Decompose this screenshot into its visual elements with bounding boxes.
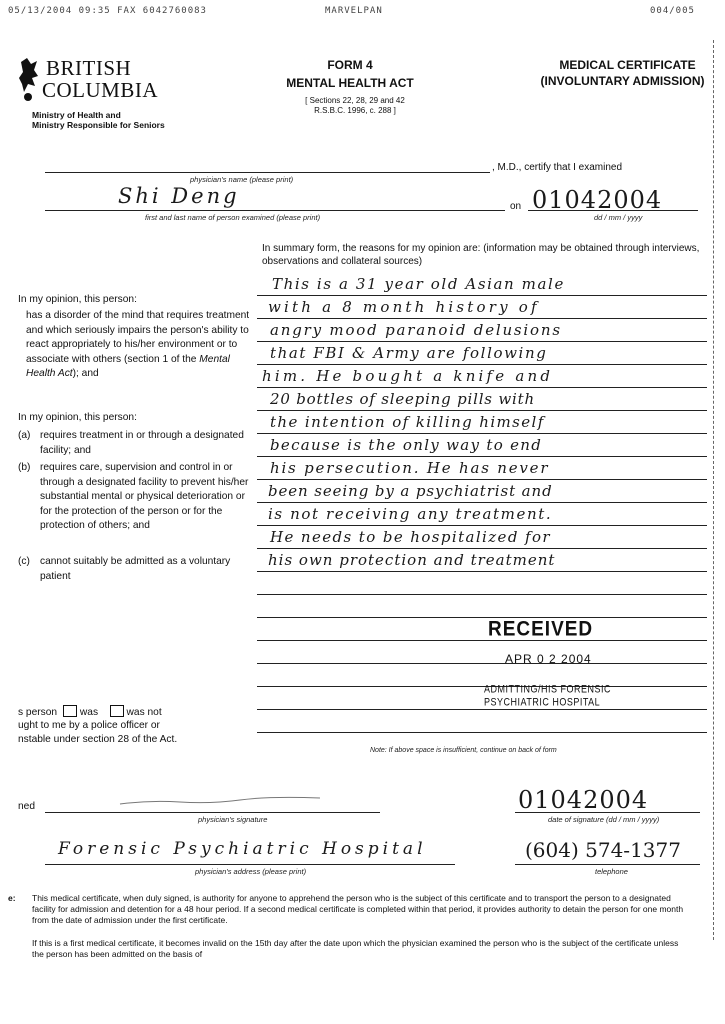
phone-label: telephone (595, 867, 628, 876)
opinion-1-heading: In my opinion, this person: (18, 294, 137, 305)
fax-header-left: 05/13/2004 09:35 FAX 6042760083 (8, 6, 207, 16)
summary-line: angry mood paranoid delusions (270, 321, 562, 339)
exam-date: 01042004 (532, 186, 663, 214)
physician-address: Forensic Psychiatric Hospital (58, 839, 427, 859)
opinion-2-a-text: requires treatment in or through a designated facility; and (40, 430, 244, 456)
signature-line (45, 812, 380, 813)
bc-logo (18, 58, 40, 107)
fax-header-right: 004/005 (650, 6, 695, 16)
summary-line: 20 bottles of sleeping pills with (270, 390, 535, 408)
fax-header-center: MARVELPAN (325, 6, 383, 16)
footer-paragraph-1: This medical certificate, when duly signed, is authority for anyone to apprehend the person who is the subject of this certificate and to transport the person to a designated facility for admission and detention for a 48 hour period. If a second medical certificate is completed within that period, it provides authority to detain the person for one month from the date of admission under the first certificate. (32, 893, 684, 925)
opinion-2-b-mark: (b) (18, 462, 31, 473)
opinion-2-b-text: requires care, supervision and control in or through a designated facility to prevent his/her substantial mental or physical deterioration or for the protection of the person or for the protection of others; and (40, 462, 249, 531)
form-sections-1: [ Sections 22, 28, 29 and 42 (305, 96, 405, 105)
summary-line: because is the only way to end (270, 436, 543, 454)
form-number: FORM 4 (327, 58, 373, 72)
address-line (45, 864, 455, 865)
summary-line: him. He bought a knife and (262, 367, 554, 385)
summary-line: This is a 31 year old Asian male (272, 275, 565, 293)
certificate-title-1: MEDICAL CERTIFICATE (559, 58, 696, 72)
summary-line: been seeing by a psychiatrist and (268, 482, 553, 500)
opinion-2-a-mark: (a) (18, 430, 31, 441)
logo-line-1: BRITISH (46, 56, 132, 80)
phone-line (515, 864, 700, 865)
received-stamp-date: APR 0 2 2004 (505, 652, 592, 666)
signature-scribble-icon (110, 790, 330, 810)
page-right-edge (713, 40, 714, 940)
summary-line: his persecution. He has never (270, 459, 550, 477)
received-stamp-line-1: ADMITTING/HIS FORENSIC (484, 683, 612, 695)
signature-date: 01042004 (518, 786, 649, 814)
summary-line: his own protection and treatment (268, 551, 556, 569)
police-line-3: nstable under section 28 of the Act. (18, 734, 178, 745)
ministry-line-2: Ministry Responsible for Seniors (32, 120, 165, 130)
received-stamp: RECEIVED (488, 617, 594, 641)
summary-line: He needs to be hospitalized for (270, 528, 551, 546)
opinion-2-heading: In my opinion, this person: (18, 412, 137, 423)
police-line-1: s person was was not (18, 707, 162, 718)
address-label: physician's address (please print) (195, 867, 307, 876)
patient-name-line (45, 210, 505, 211)
physician-name-line (45, 172, 490, 173)
bc-crest-icon (18, 58, 40, 102)
signed-prefix: ned (18, 801, 35, 812)
opinion-2-c-mark: (c) (18, 556, 30, 567)
summary-line: with a 8 month history of (268, 298, 540, 316)
opinion-1-text: has a disorder of the mind that requires treatment and which seriously impairs the person's ability to react appropriately to his/her environment or to associate with others (section 1 of the Mental Health Act); and (26, 310, 250, 379)
summary-line: the intention of killing himself (270, 413, 545, 431)
overflow-note: Note: If above space is insufficient, continue on back of form (370, 747, 557, 754)
ministry-line-1: Ministry of Health and (32, 110, 121, 120)
signature-date-label: date of signature (dd / mm / yyyy) (548, 815, 660, 824)
certify-text: , M.D., certify that I examined (492, 162, 623, 173)
was-checkbox[interactable] (63, 705, 77, 717)
footer-paragraph-2: If this is a first medical certificate, it becomes invalid on the 15th day after the date upon which the physician examined the person who is the subject of the certificate unless the person has been admitted on the basis of (32, 938, 679, 959)
summary-intro: In summary form, the reasons for my opinion are: (information may be obtained through interviews, observations and collateral sources) (262, 243, 700, 267)
patient-name: Shi Deng (118, 184, 240, 208)
form-act: MENTAL HEALTH ACT (286, 76, 414, 90)
summary-line: is not receiving any treatment. (268, 505, 553, 523)
was-not-checkbox[interactable] (110, 705, 124, 717)
signature-date-line (515, 812, 700, 813)
physician-phone: (604) 574-1377 (525, 838, 681, 862)
signature-label: physician's signature (198, 815, 268, 824)
patient-name-label: first and last name of person examined (please print) (145, 213, 321, 222)
police-line-2: ught to me by a police officer or (18, 720, 160, 731)
certificate-title-2: (INVOLUNTARY ADMISSION) (540, 74, 705, 88)
exam-date-label: dd / mm / yyyy (594, 213, 643, 222)
logo-line-2: COLUMBIA (42, 78, 159, 102)
physician-name-label: physician's name (please print) (190, 175, 294, 184)
on-label: on (510, 201, 522, 212)
opinion-2-c-text: cannot suitably be admitted as a voluntary patient (40, 556, 231, 582)
summary-line: that FBI & Army are following (270, 344, 548, 362)
form-sections-2: R.S.B.C. 1996, c. 288 ] (314, 106, 396, 115)
footer-prefix: e: (8, 893, 16, 903)
exam-date-line (528, 210, 698, 211)
received-stamp-line-2: PSYCHIATRIC HOSPITAL (484, 696, 601, 708)
